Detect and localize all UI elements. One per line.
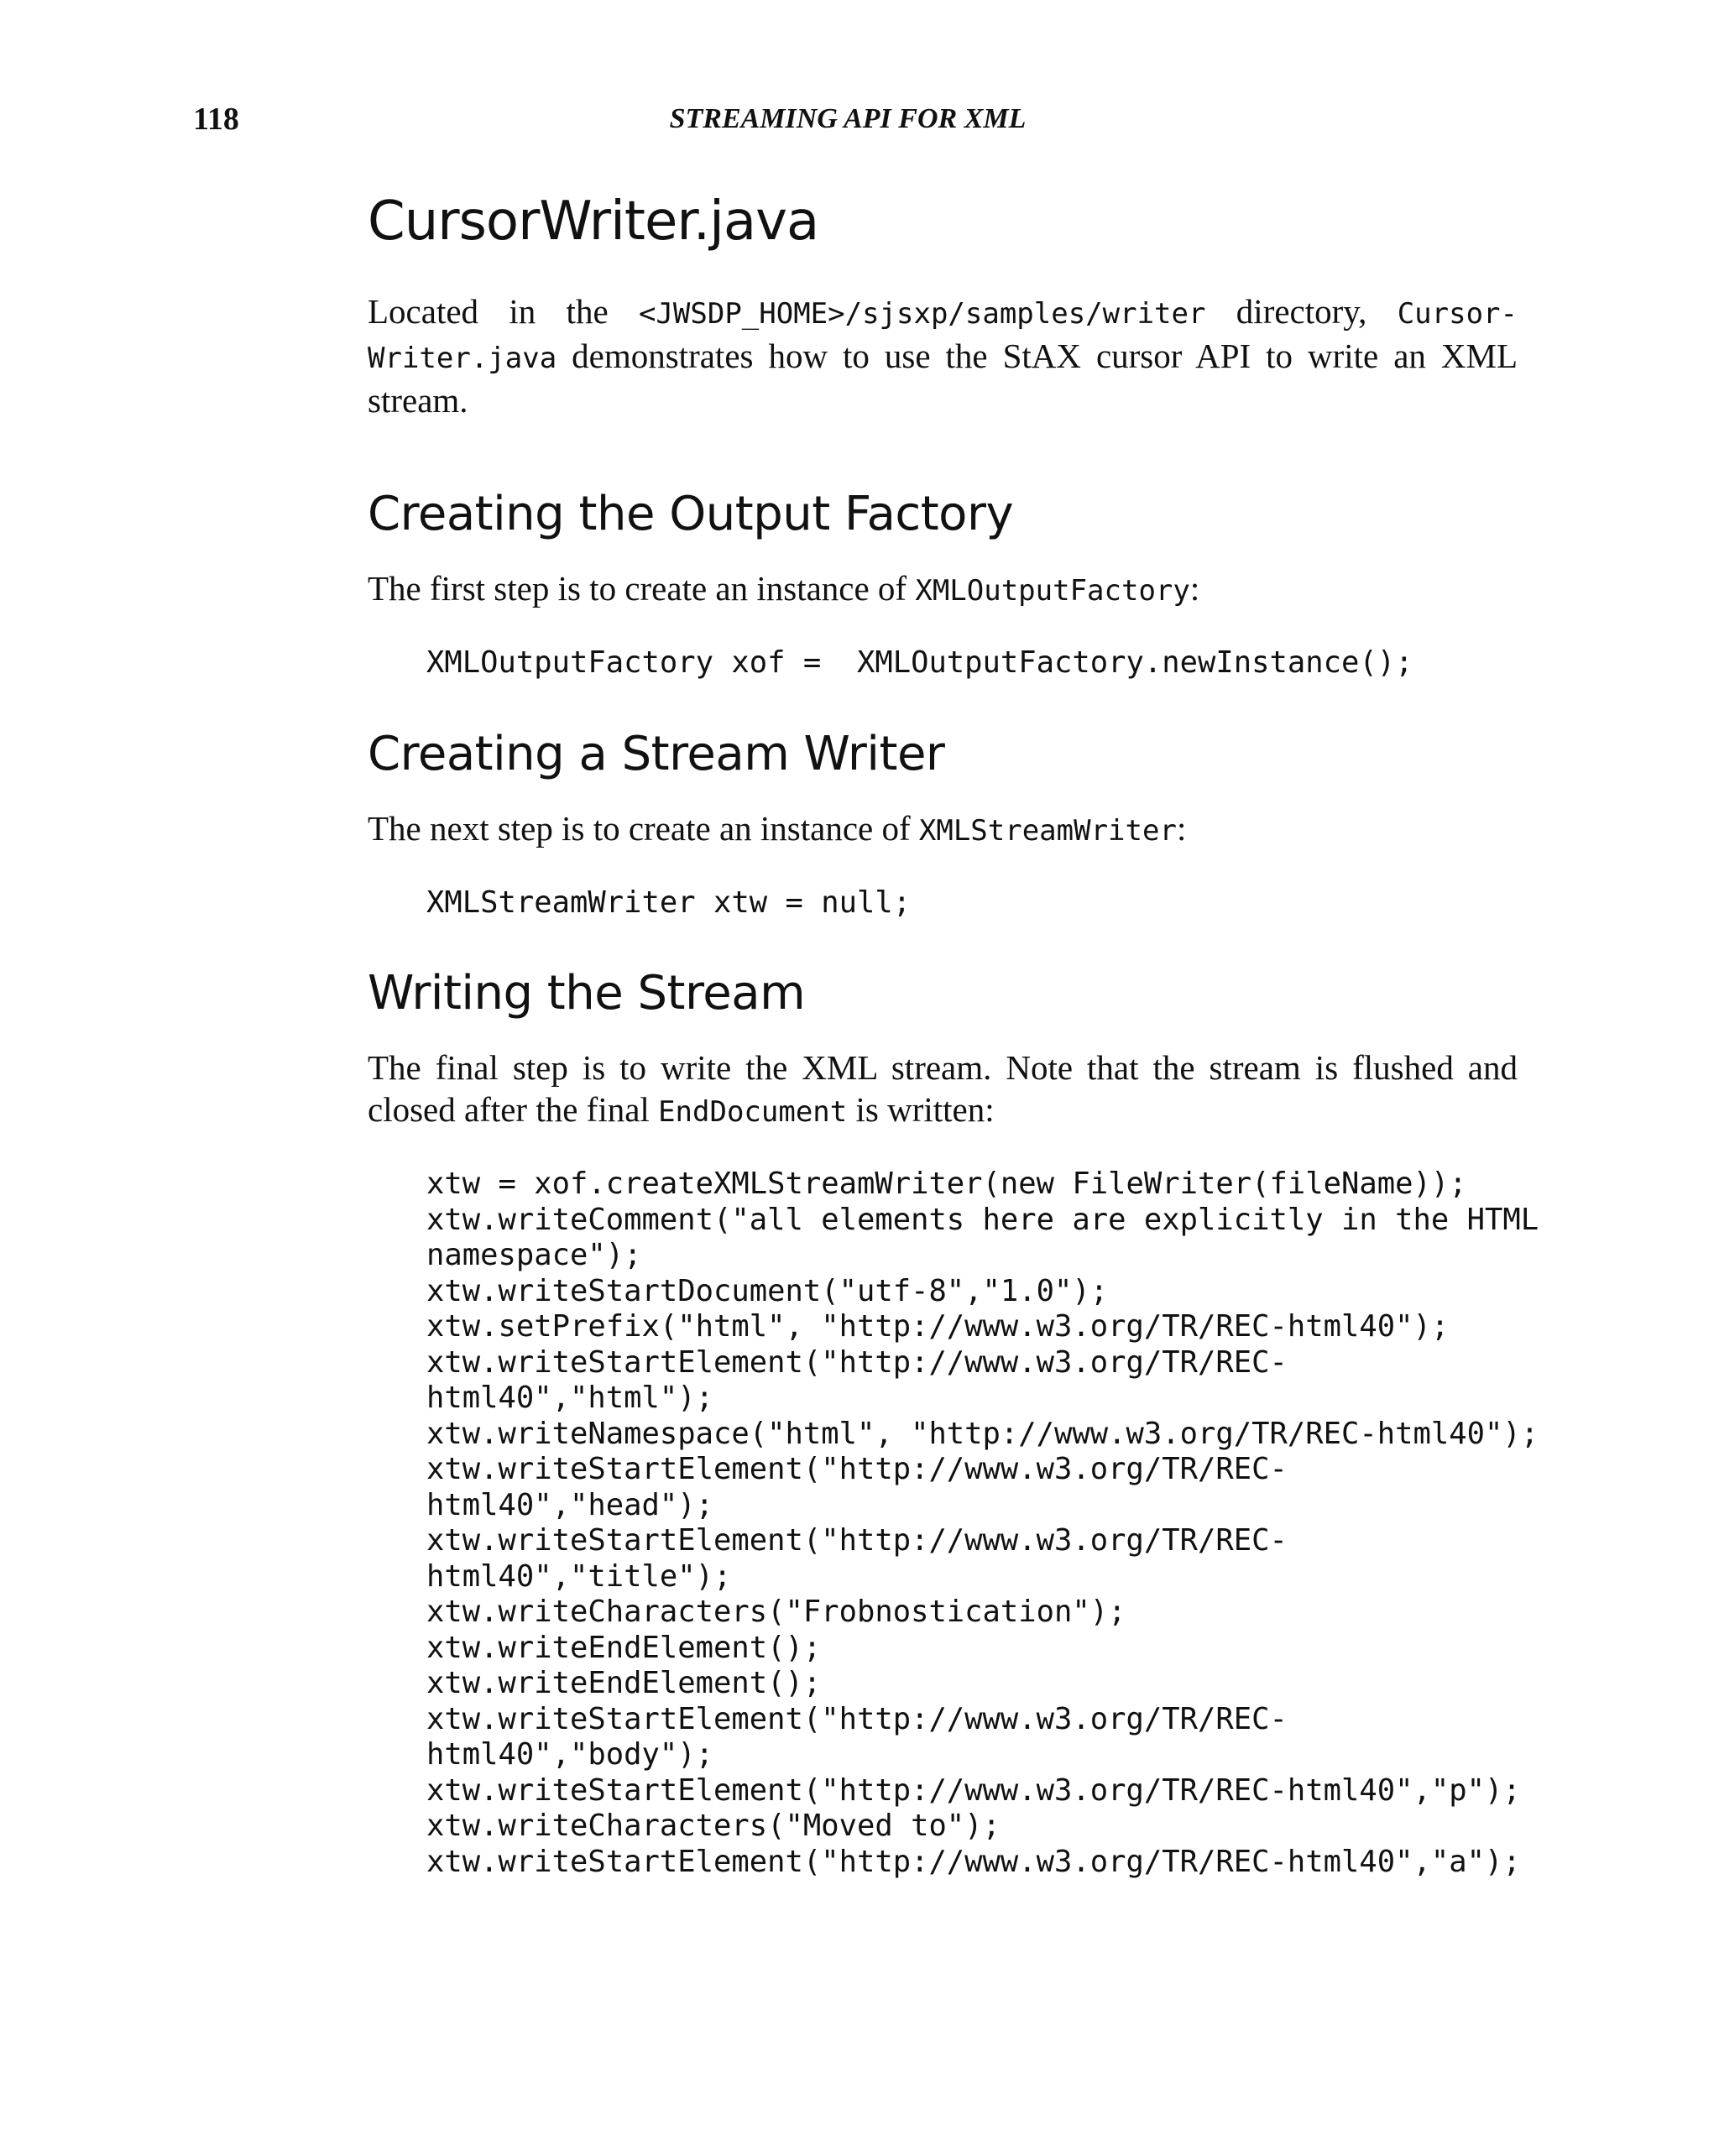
paragraph-text: is written: xyxy=(847,1090,995,1129)
code-block-stream-writer: XMLStreamWriter xtw = null; xyxy=(426,885,912,920)
page-number: 118 xyxy=(193,102,239,137)
heading-stream-writer: Creating a Stream Writer xyxy=(368,726,945,781)
intro-text: Located in the xyxy=(368,292,639,331)
intro-text: directory, xyxy=(1205,292,1398,331)
stream-writer-paragraph xyxy=(368,807,1518,852)
paragraph-text: The final step is to write the XML stream. Note that the stream is flushed and closed after the final xyxy=(368,1048,1518,1129)
section-title: CursorWriter.java xyxy=(368,191,819,253)
paragraph-text: : xyxy=(1189,569,1200,608)
writing-stream-paragraph xyxy=(368,1047,1518,1133)
inline-code-class: XMLOutputFactory xyxy=(915,574,1190,608)
inline-code-path: <JWSDP_HOME>/sjsxp/samples/writer xyxy=(638,297,1206,331)
heading-writing-stream: Writing the Stream xyxy=(368,966,806,1021)
code-block-writing-stream: xtw = xof.createXMLStreamWriter(new FileWriter(fileName)); xtw.writeComment("all elements here are explicitly in the HTML namespace"); xtw.writeStartDocument("utf-8","1.0"); xtw.setPrefix("html", "http://www.w3.org/TR/REC-html40"); xtw.writeStartElement("http://www.w3.org/TR/REC- html40","html"); xtw.writeNamespace("html", "http://www.w3.org/TR/REC-html40"); xtw.writeStartElement("http://www.w3.org/TR/REC- html40","head"); xtw.writeStartElement("http://www.w3.org/TR/REC- html40","title"); xtw.writeCharacters("Frobnostication"); xtw.writeEndElement(); xtw.writeEndElement(); xtw.writeStartElement("http://www.w3.org/TR/REC- html40","body"); xtw.writeStartElement("http://www.w3.org/TR/REC-html40","p"); xtw.writeCharacters("Moved to"); xtw.writeStartElement("http://www.w3.org/TR/REC-html40","a"); xyxy=(426,1167,1539,1879)
inline-code-class: XMLStreamWriter xyxy=(918,813,1177,848)
running-header xyxy=(193,101,1502,151)
code-block-output-factory: XMLOutputFactory xof = XMLOutputFactory.newInstance(); xyxy=(426,645,1413,680)
inline-code-event: EndDocument xyxy=(658,1095,848,1129)
paragraph-text: The first step is to create an instance of xyxy=(368,569,916,608)
page-content xyxy=(368,191,1539,1880)
intro-paragraph xyxy=(368,290,1518,421)
inline-code-filename: Cursor-Writer.java xyxy=(368,297,1518,375)
output-factory-paragraph xyxy=(368,567,1518,612)
heading-output-factory: Creating the Output Factory xyxy=(368,487,1014,541)
running-title: STREAMING API FOR XML xyxy=(669,103,1027,134)
paragraph-text: The next step is to create an instance of xyxy=(368,808,919,848)
intro-text: demonstrates how to use the StAX cursor API to write an XML stream. xyxy=(368,337,1518,420)
paragraph-text: : xyxy=(1176,808,1187,848)
